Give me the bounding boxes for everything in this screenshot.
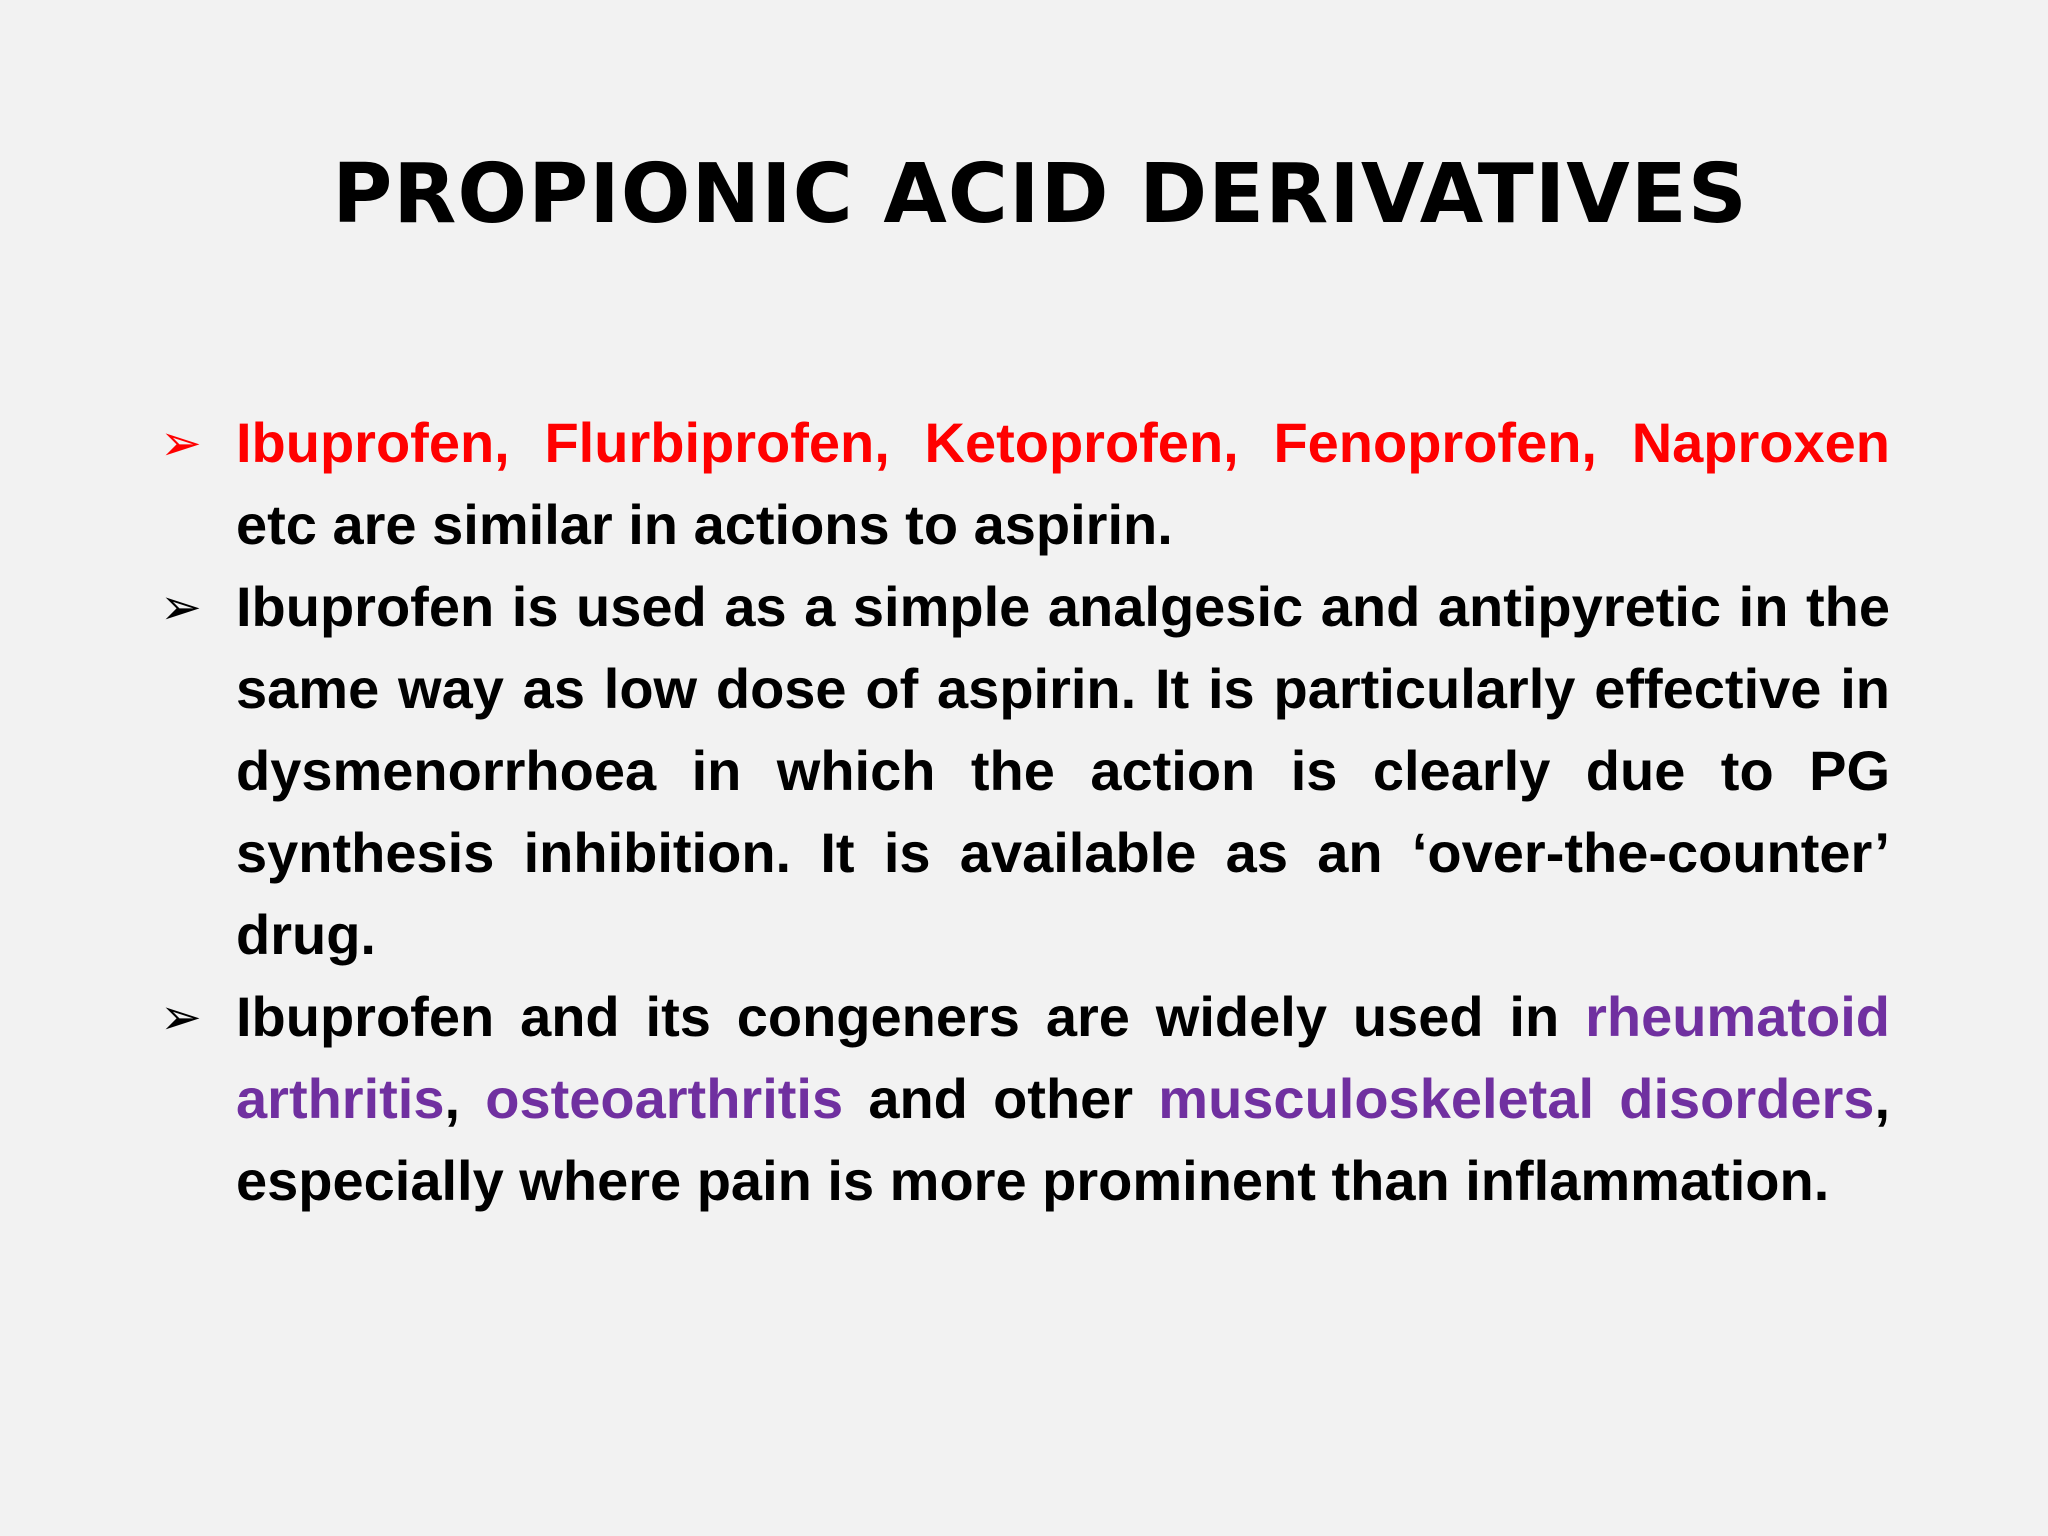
slide-title: PROPIONIC ACID DERIVATIVES bbox=[332, 147, 1748, 242]
arrow-right-icon: ➢ bbox=[160, 578, 202, 636]
bullet-drug-list bbox=[150, 402, 1890, 566]
bullet-congeners-use bbox=[150, 976, 1890, 1222]
condition-musculoskeletal-disorders: musculoskeletal disorders bbox=[1158, 1067, 1875, 1130]
bullet-text: etc are similar in actions to aspirin. bbox=[236, 493, 1173, 556]
arrow-right-icon: ➢ bbox=[160, 414, 202, 472]
drug-names: Ibuprofen, Flurbiprofen, Ketoprofen, Fenoprofen, Naproxen bbox=[236, 411, 1890, 474]
bullet-ibuprofen-use bbox=[150, 566, 1890, 976]
bullet-list bbox=[150, 402, 1890, 1222]
bullet-text-tail: , especially where pain is more prominent than inflammation. bbox=[236, 1067, 1890, 1212]
bullet-text: Ibuprofen is used as a simple analgesic and antipyretic in the same way as low dose of aspirin. It is particularly effective in dysmenorrhoea in which the action is clearly due to PG synthesis inhibition. It is available as an ‘over-the-counter’ drug. bbox=[236, 575, 1890, 966]
condition-osteoarthritis: osteoarthritis bbox=[485, 1067, 844, 1130]
bullet-text-lead: Ibuprofen and its congeners are widely used in bbox=[236, 985, 1586, 1048]
separator: , bbox=[444, 1067, 486, 1130]
separator: and other bbox=[843, 1067, 1159, 1130]
condition-rheumatoid-arthritis: rheumatoid arthritis bbox=[236, 985, 1890, 1130]
arrow-right-icon: ➢ bbox=[160, 988, 202, 1046]
